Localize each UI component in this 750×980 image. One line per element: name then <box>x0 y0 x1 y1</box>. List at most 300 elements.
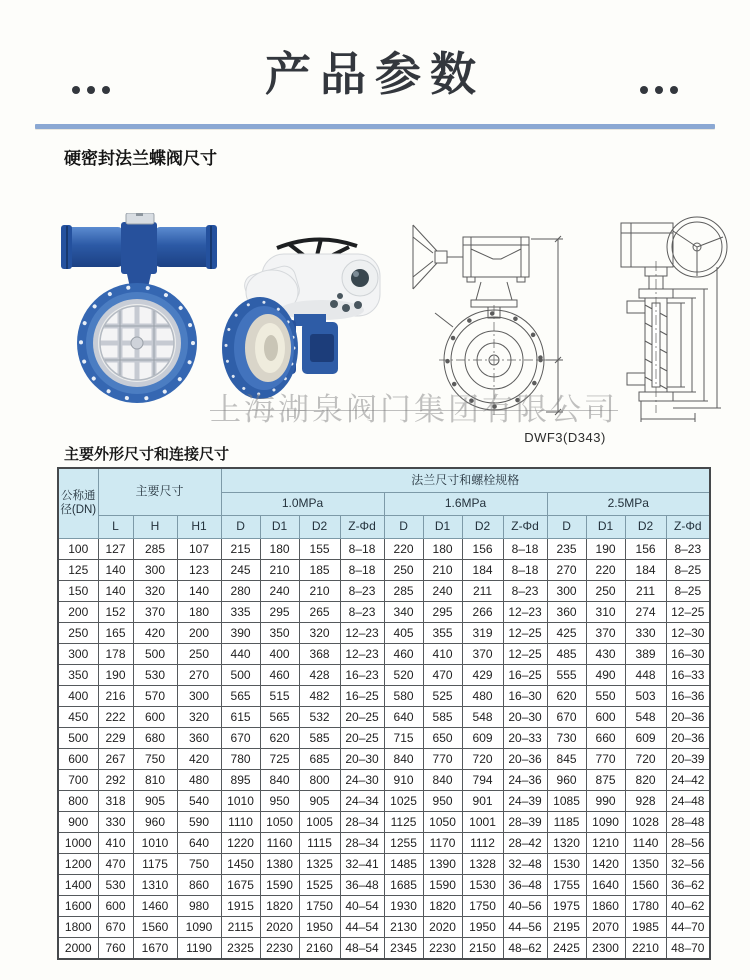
pneumatic-valve-photo <box>58 213 220 408</box>
column-header: Z-Φd <box>340 516 384 539</box>
table-cell: 20–33 <box>503 728 547 749</box>
table-cell: 1525 <box>299 875 340 896</box>
table-row <box>58 707 710 728</box>
table-cell: 390 <box>221 623 260 644</box>
table-cell: 720 <box>462 749 503 770</box>
table-cell: 1210 <box>586 833 625 854</box>
table-cell: 235 <box>547 539 586 560</box>
table-cell: 24–39 <box>503 791 547 812</box>
table-cell: 1860 <box>586 896 625 917</box>
table-cell: 28–39 <box>503 812 547 833</box>
table-cell: 609 <box>625 728 666 749</box>
table-cell: 250 <box>586 581 625 602</box>
table-cell: 190 <box>98 665 133 686</box>
table-cell: 12–30 <box>666 623 710 644</box>
table-cell: 640 <box>177 833 221 854</box>
dimensions-table <box>57 467 711 960</box>
table-cell: 165 <box>98 623 133 644</box>
table-cell: 12–23 <box>340 623 384 644</box>
table-cell: 330 <box>625 623 666 644</box>
table-cell: 140 <box>177 581 221 602</box>
dots-right-icon <box>640 86 678 94</box>
table-cell: 928 <box>625 791 666 812</box>
table-cell: 420 <box>133 623 177 644</box>
table-cell: 905 <box>133 791 177 812</box>
table-cell: 1320 <box>547 833 586 854</box>
table-cell: 1115 <box>299 833 340 854</box>
table-cell: 1975 <box>547 896 586 917</box>
table-cell: 1175 <box>133 854 177 875</box>
table-row <box>58 749 710 770</box>
table-cell: 1310 <box>133 875 177 896</box>
table-cell: 220 <box>384 539 423 560</box>
table-cell: 44–54 <box>340 917 384 938</box>
table-cell: 460 <box>384 644 423 665</box>
table-cell: 152 <box>98 602 133 623</box>
table-cell: 615 <box>221 707 260 728</box>
table-cell: 670 <box>547 707 586 728</box>
table-cell: 1220 <box>221 833 260 854</box>
table-row <box>58 791 710 812</box>
table-cell: 350 <box>58 665 98 686</box>
table-cell: 532 <box>299 707 340 728</box>
column-header: D1 <box>586 516 625 539</box>
table-cell: 410 <box>423 644 462 665</box>
table-cell: 40–54 <box>340 896 384 917</box>
table-cell: 2020 <box>423 917 462 938</box>
table-row <box>58 581 710 602</box>
table-cell: 2160 <box>299 938 340 960</box>
table-cell: 215 <box>221 539 260 560</box>
table-cell: 1160 <box>260 833 299 854</box>
table-row <box>58 539 710 560</box>
table-cell: 265 <box>299 602 340 623</box>
table-cell: 8–18 <box>503 539 547 560</box>
table-cell: 585 <box>423 707 462 728</box>
table-cell: 548 <box>625 707 666 728</box>
table-cell: 44–70 <box>666 917 710 938</box>
table-cell: 285 <box>133 539 177 560</box>
table-cell: 725 <box>260 749 299 770</box>
table-cell: 875 <box>586 770 625 791</box>
table-cell: 950 <box>423 791 462 812</box>
table-cell: 12–25 <box>503 623 547 644</box>
table-cell: 400 <box>260 644 299 665</box>
table-cell: 660 <box>586 728 625 749</box>
table-cell: 1090 <box>586 812 625 833</box>
table-cell: 670 <box>98 917 133 938</box>
table-cell: 190 <box>586 539 625 560</box>
table-cell: 100 <box>58 539 98 560</box>
table-cell: 1420 <box>586 854 625 875</box>
table-cell: 600 <box>586 707 625 728</box>
table-cell: 1028 <box>625 812 666 833</box>
table-cell: 155 <box>299 539 340 560</box>
section-title-valve-dimensions: 硬密封法兰蝶阀尺寸 <box>64 149 217 168</box>
table-cell: 600 <box>133 707 177 728</box>
table-cell: 32–41 <box>340 854 384 875</box>
table-cell: 178 <box>98 644 133 665</box>
table-row <box>58 644 710 665</box>
table-cell: 470 <box>98 854 133 875</box>
table-cell: 1985 <box>625 917 666 938</box>
table-cell: 2130 <box>384 917 423 938</box>
table-cell: 470 <box>423 665 462 686</box>
table-cell: 20–30 <box>503 707 547 728</box>
table-cell: 20–36 <box>503 749 547 770</box>
table-cell: 1950 <box>462 917 503 938</box>
table-cell: 8–25 <box>666 560 710 581</box>
column-header-pressure-2: 1.6MPa <box>384 493 547 516</box>
table-cell: 520 <box>384 665 423 686</box>
table-row <box>58 833 710 854</box>
table-cell: 250 <box>384 560 423 581</box>
table-cell: 32–56 <box>666 854 710 875</box>
table-cell: 960 <box>133 812 177 833</box>
table-cell: 2230 <box>423 938 462 960</box>
table-cell: 1090 <box>177 917 221 938</box>
table-cell: 300 <box>177 686 221 707</box>
table-cell: 16–30 <box>666 644 710 665</box>
table-cell: 300 <box>58 644 98 665</box>
table-cell: 16–33 <box>666 665 710 686</box>
table-cell: 1590 <box>423 875 462 896</box>
table-cell: 2210 <box>625 938 666 960</box>
table-cell: 585 <box>299 728 340 749</box>
table-cell: 300 <box>133 560 177 581</box>
table-cell: 127 <box>98 539 133 560</box>
table-cell: 210 <box>260 560 299 581</box>
table-cell: 12–25 <box>503 644 547 665</box>
table-cell: 12–23 <box>340 644 384 665</box>
table-cell: 910 <box>384 770 423 791</box>
table-cell: 2150 <box>462 938 503 960</box>
table-cell: 1750 <box>299 896 340 917</box>
table-cell: 500 <box>58 728 98 749</box>
table-cell: 600 <box>58 749 98 770</box>
table-cell: 12–25 <box>666 602 710 623</box>
table-cell: 36–48 <box>503 875 547 896</box>
table-cell: 1010 <box>133 833 177 854</box>
table-cell: 48–62 <box>503 938 547 960</box>
table-cell: 24–30 <box>340 770 384 791</box>
table-cell: 770 <box>586 749 625 770</box>
table-cell: 840 <box>260 770 299 791</box>
table-cell: 720 <box>625 749 666 770</box>
table-cell: 715 <box>384 728 423 749</box>
table-cell: 267 <box>98 749 133 770</box>
table-cell: 180 <box>177 602 221 623</box>
table-cell: 1530 <box>547 854 586 875</box>
table-cell: 210 <box>299 581 340 602</box>
table-cell: 107 <box>177 539 221 560</box>
table-cell: 270 <box>547 560 586 581</box>
table-cell: 900 <box>58 812 98 833</box>
table-cell: 1755 <box>547 875 586 896</box>
table-cell: 8–18 <box>503 560 547 581</box>
table-cell: 429 <box>462 665 503 686</box>
table-row <box>58 896 710 917</box>
table-cell: 245 <box>221 560 260 581</box>
table-row <box>58 665 710 686</box>
table-cell: 389 <box>625 644 666 665</box>
table-cell: 156 <box>625 539 666 560</box>
table-cell: 2070 <box>586 917 625 938</box>
table-cell: 1820 <box>423 896 462 917</box>
table-cell: 1800 <box>58 917 98 938</box>
table-body <box>58 539 710 960</box>
table-cell: 840 <box>384 749 423 770</box>
table-cell: 410 <box>98 833 133 854</box>
table-cell: 760 <box>98 938 133 960</box>
table-cell: 295 <box>260 602 299 623</box>
table-cell: 1110 <box>221 812 260 833</box>
table-cell: 1050 <box>423 812 462 833</box>
table-cell: 318 <box>98 791 133 812</box>
column-header: H1 <box>177 516 221 539</box>
table-cell: 140 <box>98 581 133 602</box>
table-cell: 184 <box>462 560 503 581</box>
table-cell: 620 <box>260 728 299 749</box>
table-cell: 1085 <box>547 791 586 812</box>
sub-header-row <box>58 516 710 539</box>
table-cell: 500 <box>133 644 177 665</box>
table-cell: 370 <box>133 602 177 623</box>
table-cell: 1590 <box>260 875 299 896</box>
column-header-pressure-3: 2.5MPa <box>547 493 710 516</box>
table-cell: 2345 <box>384 938 423 960</box>
table-cell: 480 <box>462 686 503 707</box>
column-header: L <box>98 516 133 539</box>
table-cell: 530 <box>133 665 177 686</box>
table-row <box>58 770 710 791</box>
table-cell: 2325 <box>221 938 260 960</box>
table-cell: 405 <box>384 623 423 644</box>
table-cell: 482 <box>299 686 340 707</box>
table-cell: 210 <box>423 560 462 581</box>
table-cell: 895 <box>221 770 260 791</box>
table-cell: 274 <box>625 602 666 623</box>
table-cell: 320 <box>299 623 340 644</box>
table-cell: 222 <box>98 707 133 728</box>
table-row <box>58 854 710 875</box>
table-cell: 640 <box>384 707 423 728</box>
table-cell: 20–36 <box>666 707 710 728</box>
table-cell: 211 <box>625 581 666 602</box>
table-cell: 1010 <box>221 791 260 812</box>
table-cell: 1560 <box>625 875 666 896</box>
table-cell: 750 <box>177 854 221 875</box>
table-cell: 28–34 <box>340 812 384 833</box>
table-cell: 1675 <box>221 875 260 896</box>
table-cell: 1005 <box>299 812 340 833</box>
table-cell: 460 <box>260 665 299 686</box>
table-row <box>58 812 710 833</box>
table-cell: 1390 <box>423 854 462 875</box>
table-cell: 44–56 <box>503 917 547 938</box>
table-cell: 860 <box>177 875 221 896</box>
column-header: H <box>133 516 177 539</box>
table-cell: 555 <box>547 665 586 686</box>
table-cell: 1001 <box>462 812 503 833</box>
table-cell: 1325 <box>299 854 340 875</box>
table-cell: 960 <box>547 770 586 791</box>
table-cell: 428 <box>299 665 340 686</box>
table-cell: 229 <box>98 728 133 749</box>
table-cell: 8–23 <box>340 602 384 623</box>
column-header: D2 <box>462 516 503 539</box>
table-cell: 670 <box>221 728 260 749</box>
table-cell: 20–25 <box>340 728 384 749</box>
table-cell: 2000 <box>58 938 98 960</box>
table-cell: 40–56 <box>503 896 547 917</box>
table-cell: 200 <box>177 623 221 644</box>
table-cell: 2195 <box>547 917 586 938</box>
table-cell: 16–30 <box>503 686 547 707</box>
table-cell: 48–70 <box>666 938 710 960</box>
table-cell: 8–18 <box>340 560 384 581</box>
table-cell: 266 <box>462 602 503 623</box>
column-header-pressure-1: 1.0MPa <box>221 493 384 516</box>
table-cell: 250 <box>177 644 221 665</box>
table-cell: 36–62 <box>666 875 710 896</box>
table-cell: 400 <box>58 686 98 707</box>
table-row <box>58 560 710 581</box>
table-cell: 1600 <box>58 896 98 917</box>
table-cell: 425 <box>547 623 586 644</box>
table-cell: 1000 <box>58 833 98 854</box>
table-cell: 1560 <box>133 917 177 938</box>
table-cell: 1485 <box>384 854 423 875</box>
table-cell: 240 <box>260 581 299 602</box>
blue-divider-line <box>35 124 715 129</box>
table-cell: 220 <box>586 560 625 581</box>
table-cell: 800 <box>299 770 340 791</box>
table-cell: 540 <box>177 791 221 812</box>
table-cell: 2425 <box>547 938 586 960</box>
table-cell: 310 <box>586 602 625 623</box>
table-cell: 580 <box>384 686 423 707</box>
table-cell: 1200 <box>58 854 98 875</box>
table-cell: 370 <box>462 644 503 665</box>
table-cell: 2020 <box>260 917 299 938</box>
table-cell: 794 <box>462 770 503 791</box>
table-cell: 515 <box>260 686 299 707</box>
table-cell: 548 <box>462 707 503 728</box>
table-cell: 8–18 <box>340 539 384 560</box>
table-cell: 1025 <box>384 791 423 812</box>
table-cell: 16–25 <box>503 665 547 686</box>
table-cell: 1125 <box>384 812 423 833</box>
table-cell: 8–23 <box>340 581 384 602</box>
table-cell: 1140 <box>625 833 666 854</box>
table-cell: 150 <box>58 581 98 602</box>
table-cell: 280 <box>221 581 260 602</box>
table-cell: 20–36 <box>666 728 710 749</box>
table-cell: 320 <box>133 581 177 602</box>
table-cell: 1750 <box>462 896 503 917</box>
table-cell: 20–30 <box>340 749 384 770</box>
table-cell: 770 <box>423 749 462 770</box>
actuator-center-block <box>121 222 157 274</box>
column-header: D <box>384 516 423 539</box>
table-cell: 211 <box>462 581 503 602</box>
table-cell: 156 <box>462 539 503 560</box>
table-cell: 950 <box>260 791 299 812</box>
table-cell: 28–42 <box>503 833 547 854</box>
table-cell: 570 <box>133 686 177 707</box>
table-cell: 901 <box>462 791 503 812</box>
table-cell: 2115 <box>221 917 260 938</box>
column-header-dn: 公称通径(DN) <box>58 468 98 539</box>
column-header: D <box>547 516 586 539</box>
table-row <box>58 728 710 749</box>
table-cell: 565 <box>221 686 260 707</box>
table-cell: 1685 <box>384 875 423 896</box>
table-cell: 20–25 <box>340 707 384 728</box>
table-cell: 845 <box>547 749 586 770</box>
table-cell: 1255 <box>384 833 423 854</box>
table-cell: 800 <box>58 791 98 812</box>
column-header-main-dims: 主要尺寸 <box>98 468 221 516</box>
table-cell: 330 <box>98 812 133 833</box>
table-cell: 125 <box>58 560 98 581</box>
table-cell: 32–48 <box>503 854 547 875</box>
table-cell: 810 <box>133 770 177 791</box>
page-title: 产品参数 <box>265 48 485 100</box>
table-cell: 24–48 <box>666 791 710 812</box>
table-cell: 680 <box>133 728 177 749</box>
table-cell: 368 <box>299 644 340 665</box>
table-cell: 16–23 <box>340 665 384 686</box>
table-cell: 24–42 <box>666 770 710 791</box>
table-cell: 2300 <box>586 938 625 960</box>
table-cell: 200 <box>58 602 98 623</box>
table-cell: 1640 <box>586 875 625 896</box>
table-cell: 360 <box>547 602 586 623</box>
table-cell: 905 <box>299 791 340 812</box>
table-cell: 550 <box>586 686 625 707</box>
table-cell: 20–39 <box>666 749 710 770</box>
table-cell: 16–25 <box>340 686 384 707</box>
table-cell: 1950 <box>299 917 340 938</box>
column-header: D1 <box>260 516 299 539</box>
table-cell: 485 <box>547 644 586 665</box>
drawing-caption: DWF3(D343) <box>524 430 606 445</box>
table-cell: 320 <box>177 707 221 728</box>
electric-valve-photo <box>222 230 402 402</box>
table-cell: 590 <box>177 812 221 833</box>
section-title-table: 主要外形尺寸和连接尺寸 <box>64 446 230 463</box>
table-cell: 270 <box>177 665 221 686</box>
table-cell: 525 <box>423 686 462 707</box>
table-cell: 1400 <box>58 875 98 896</box>
column-header: D <box>221 516 260 539</box>
table-cell: 360 <box>177 728 221 749</box>
table-cell: 1450 <box>221 854 260 875</box>
table-cell: 650 <box>423 728 462 749</box>
table-cell: 36–48 <box>340 875 384 896</box>
table-cell: 1670 <box>133 938 177 960</box>
table-cell: 335 <box>221 602 260 623</box>
table-cell: 730 <box>547 728 586 749</box>
table-cell: 319 <box>462 623 503 644</box>
table-cell: 620 <box>547 686 586 707</box>
table-cell: 448 <box>625 665 666 686</box>
column-header: Z-Φd <box>503 516 547 539</box>
table-cell: 48–54 <box>340 938 384 960</box>
table-cell: 1380 <box>260 854 299 875</box>
